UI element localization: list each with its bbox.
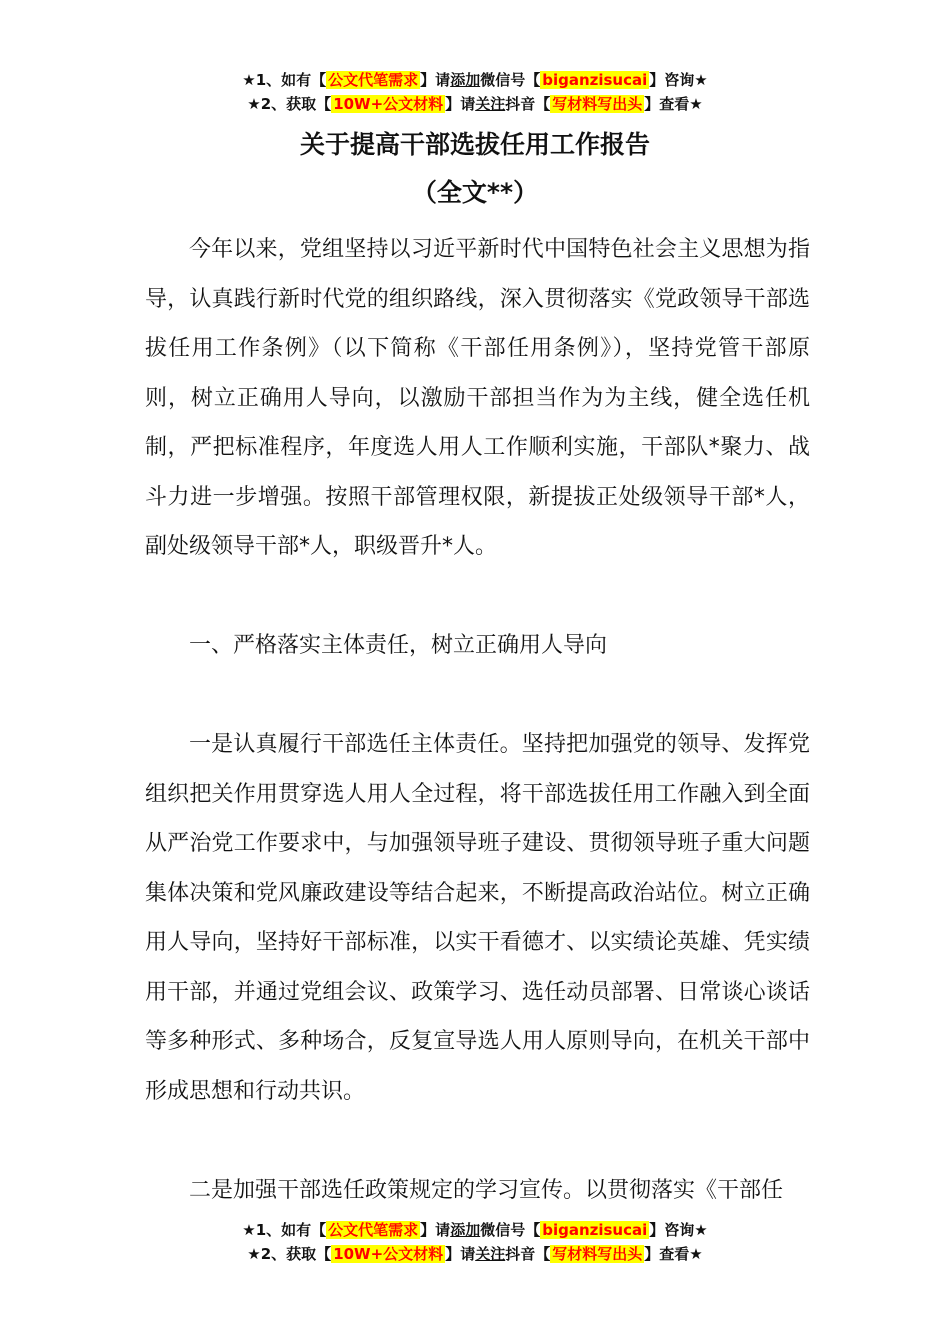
document-body	[145, 225, 810, 1215]
document-subtitle: （全文**）	[411, 178, 539, 207]
banner-line-2: ★2、获取【 10W+公文材料 】请关注抖音【 写材料写出头 】查看★	[247, 1245, 703, 1263]
highlight-materials: 10W+公文材料	[333, 1245, 444, 1263]
highlight-service: 公文代笔需求	[328, 1221, 419, 1239]
paragraph-point-2: 二是加强干部选任政策规定的学习宣传。以贯彻落实《干部任	[189, 1177, 784, 1203]
banner-line-2: ★2、获取【 10W+公文材料 】请关注抖音【 写材料写出头 】查看★	[247, 95, 703, 113]
paragraph-intro: 今年以来，党组坚持以习近平新时代中国特色社会主义思想为指导，认真践行新时代党的组织路线，深入贯彻落实《党政领导干部选拔任用工作条例》（以下简称《干部任用条例》），坚持党管干部原则，树立正确用人导向，以激励干部担当作为为主线，健全选任机制，严把标准程序，年度选人用人工作顺利实施，干部队*聚力、战斗力进一步增强。按照干部管理权限，新提拔正处级领导干部*人，副处级领导干部*人，职级晋升*人。	[145, 237, 810, 559]
footer-banner	[0, 1218, 950, 1266]
document-title: 关于提高干部选拔任用工作报告	[299, 130, 650, 159]
header-banner	[0, 68, 950, 116]
banner-line-1: ★1、如有【 公文代笔需求 】请添加微信号【 biganzisucai 】咨询★	[242, 71, 708, 89]
highlight-materials: 10W+公文材料	[333, 95, 444, 113]
highlight-douyin-account: 写材料写出头	[552, 95, 643, 113]
highlight-douyin-account: 写材料写出头	[552, 1245, 643, 1263]
highlight-service: 公文代笔需求	[328, 71, 419, 89]
highlight-wechat-id: biganzisucai	[542, 71, 648, 89]
paragraph-point-1: 一是认真履行干部选任主体责任。坚持把加强党的领导、发挥党组织把关作用贯穿选人用人全过程，将干部选拔任用工作融入到全面从严治党工作要求中，与加强领导班子建设、贯彻领导班子重大问题集体决策和党风廉政建设等结合起来，不断提高政治站位。树立正确用人导向，坚持好干部标准，以实干看德才、以实绩论英雄、凭实绩用干部，并通过党组会议、政策学习、选任动员部署、日常谈心谈话等多种形式、多种场合，反复宣导选人用人原则导向，在机关干部中形成思想和行动共识。	[145, 732, 810, 1104]
highlight-wechat-id: biganzisucai	[542, 1221, 648, 1239]
section-heading-1: 一、严格落实主体责任，树立正确用人导向	[189, 633, 608, 658]
banner-line-1: ★1、如有【 公文代笔需求 】请添加微信号【 biganzisucai 】咨询★	[242, 1221, 708, 1239]
